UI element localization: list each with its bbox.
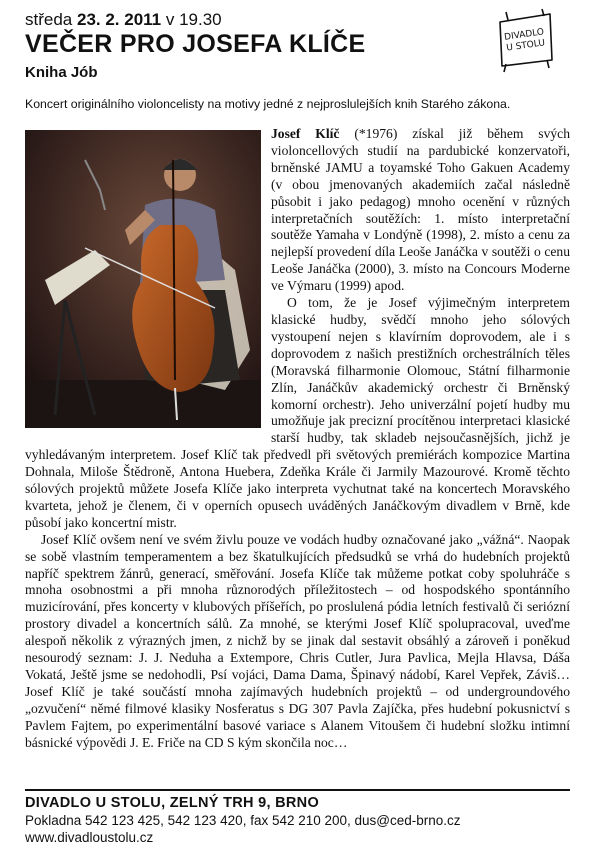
header bbox=[25, 8, 495, 82]
event-time: v 19.30 bbox=[165, 10, 222, 29]
event-title: VEČER PRO JOSEFA KLÍČE bbox=[25, 30, 366, 58]
article bbox=[25, 126, 570, 752]
contact-phones: Pokladna 542 123 425, 542 123 420, fax 542 210 200, dus@ced-brno.cz bbox=[25, 813, 461, 828]
footer bbox=[25, 795, 585, 846]
article-paragraph-1-text: (*1976) získal již během svých violoncellových studií na pardubické konzervatoři, brněnské JAMU a toyamské Toho Gakuen Academy (v obou jmenovaných akademiích začal následně působit i jako pedagog) mnoho ocenění v různých interpretačních soutěžích: 1. místo interpretační soutěže Yamaha v Londýně (1998), 2. místo a cenu za nejlepší provedení díla Leoše Janáčka v soutěži o cenu Leoše Janáčka (2000), 3. místo na Concours Moderne ve Výmaru (1999) apod. bbox=[271, 126, 570, 294]
event-intro: Koncert originálního violoncelisty na motivy jedné z nejproslulejších knih Starého zákona. bbox=[25, 97, 511, 111]
event-dateline bbox=[25, 10, 495, 30]
photo-float-spacer bbox=[25, 126, 265, 436]
article-paragraph-2: O tom, že je Josef výjimečným interpretem klasické hudby, svědčí mnoho jeho sólových vystoupení nejen s klavírním doprovodem, ale i s doprovodem z našich prestižních orchestrálních těles (Moravská filharmonie Olomouc, Státní filharmonie Zlín, Janáčkův akademický orchestr či Brněnský komorní orchestr). Jeho univerzální pojetí hudby mu umožňuje jak precizní procítěnou interpretaci klasické starší hudby, tak skladeb nejsoučasnějších, jichž je vyhledávaným interpretem. Josef Klíč tak předvedl při světových premiérách kompozice Martina Dohnala, Miloše Štědroně, Antona Huebera, Zdeňka Krále či Jarmily Mazourové. Kromě těchto sólových projektů můžete Josefa Klíče jako interpreta vychutnat také na koncertech Moravského kvarteta, jehož je členem, či v operních opusech uváděných Janáčkovým divadlem v Brně, kde působí jako koncertní mistr. bbox=[25, 295, 570, 530]
event-date: 23. 2. 2011 bbox=[76, 10, 162, 29]
footer-divider bbox=[25, 789, 570, 791]
logo-line-2: U STOLU bbox=[505, 38, 546, 54]
event-subtitle: Kniha Jób bbox=[25, 64, 98, 81]
divadlo-u-stolu-logo bbox=[492, 8, 558, 74]
logo-text bbox=[488, 4, 563, 79]
website-link[interactable]: www.divadloustolu.cz bbox=[25, 830, 154, 845]
article-paragraph-3: Josef Klíč ovšem není ve svém živlu pouze ve vodách hudby označované jako „vážná“. Naopak se sobě vlastním temperamentem a bez škatulkujících předsudků se vrhá do hudebních projektů napříč spektrem žánrů, generací, směřování. Josefa Klíče tak můžeme potkat coby spoluhráče s mnoha osobnostmi a při mnoha různorodých příležitostech – od hospodského spontánního muzicírování, přes koncerty v klubových příšeřích, po proslulená pódia letních festivalů či seriózní prostory divadel a koncertních sálů. Za mnohé, se kterými Josef Klíč spolupracoval, uveďme alespoň několik z výrazných jmen, z nichž by se jinak dal sestavit obsáhlý a zároveň i poněkud nesourodý seznam: J. J. Neduha a Extempore, Chris Cutler, Jura Pavlica, Mejla Hlavsa, Dáša Vokatá, Ještě jsme se nedohodli, Psí vojáci, Dama Dama, Špinavý nádobí, Karel Vepřek, Záviš… Josef Klíč je také součástí mnoha zajímavých hudebních projektů – od undergroundového „ozvučení“ němé filmové klasiky Nosferatus s DG 307 Pavla Zajíčka, přes hudební pokusnictví s Pavlem Fajtem, po experimentální basové variace s Alanem Vitoušem či hudební složku intimní básnické výpovědi J. E. Friče na CD S kým skončila noc… bbox=[25, 531, 570, 750]
logo-line-1: DIVADLO bbox=[503, 27, 545, 43]
artist-name: Josef Klíč bbox=[271, 126, 340, 141]
venue-address: DIVADLO U STOLU, ZELNÝ TRH 9, BRNO bbox=[25, 795, 320, 811]
event-day: středa bbox=[25, 10, 73, 29]
